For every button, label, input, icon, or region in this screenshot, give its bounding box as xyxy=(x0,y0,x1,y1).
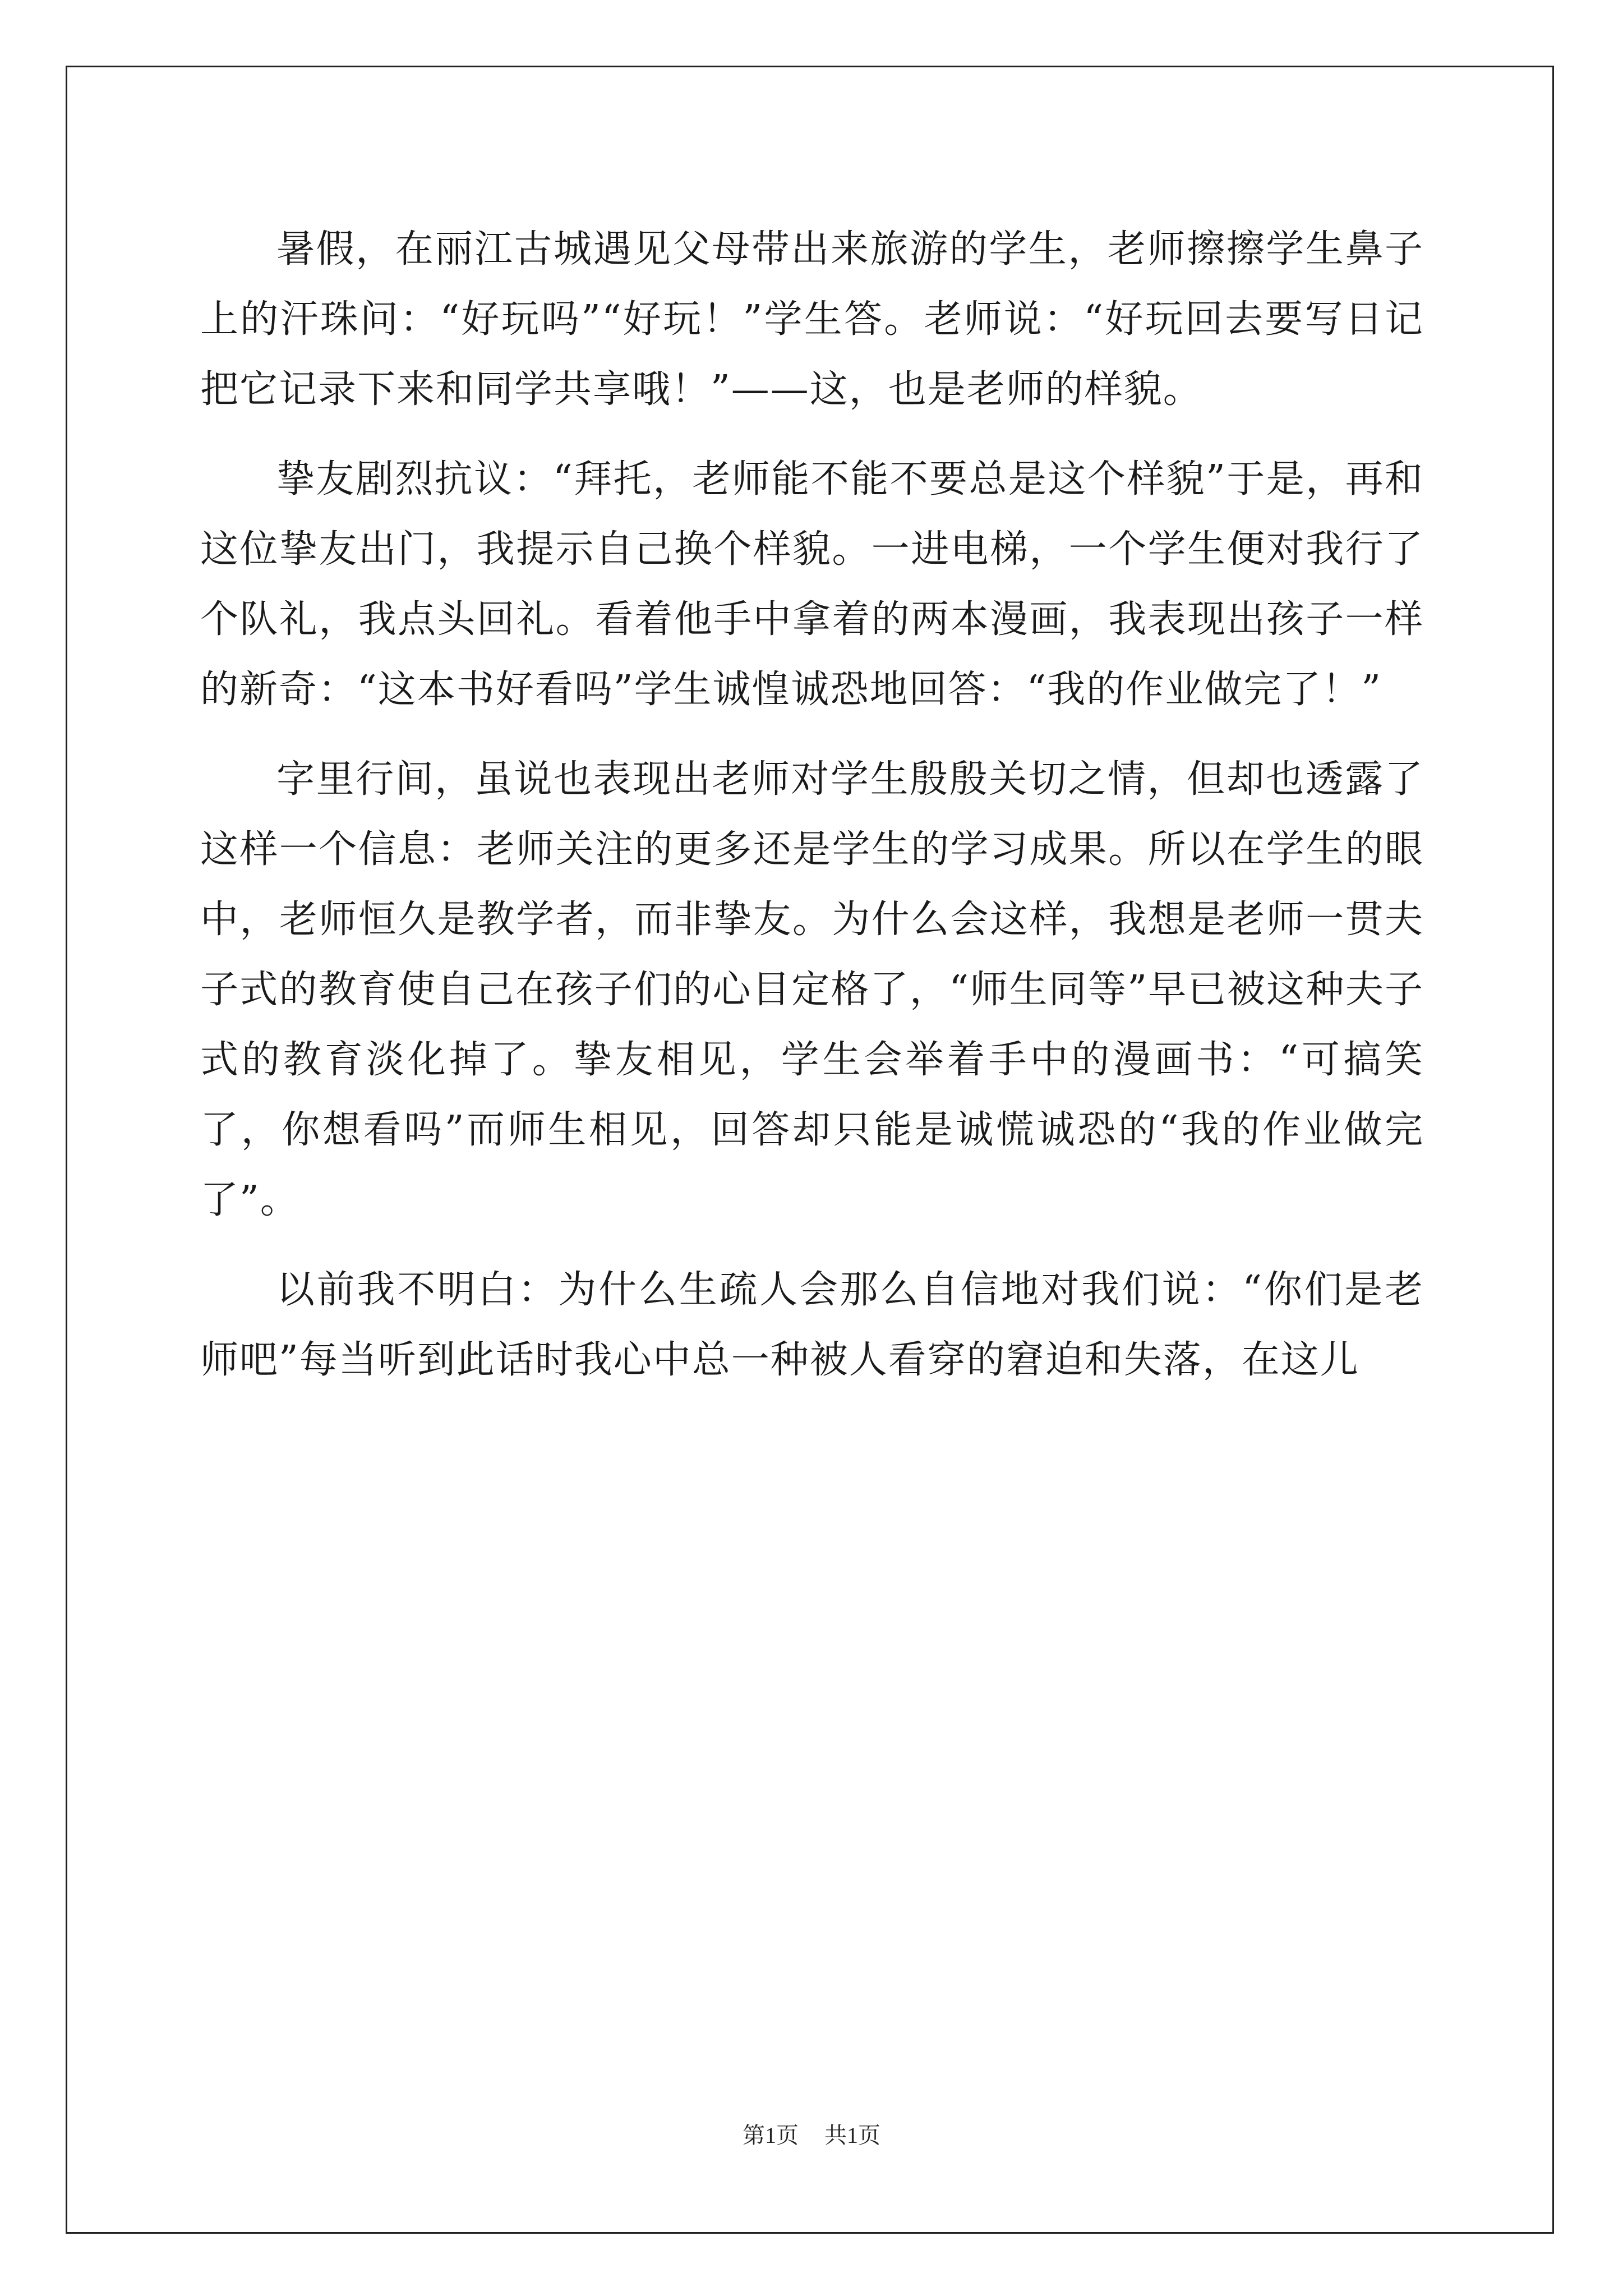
paragraph-4: 以前我不明白：为什么生疏人会那么自信地对我们说：“你们是老师吧”每当听到此话时我心中总一种被人看穿的窘迫和失落，在这儿 xyxy=(200,1268,1424,1382)
document-body xyxy=(200,214,1424,1415)
paragraph-1: 暑假，在丽江古城遇见父母带出来旅游的学生，老师擦擦学生鼻子上的汗珠问：“好玩吗”“好玩！”学生答。老师说：“好玩回去要写日记把它记录下来和同学共享哦！”——这，也是老师的样貌。 xyxy=(200,227,1424,412)
page-total: 共1页 xyxy=(824,2123,880,2148)
page-footer xyxy=(0,2118,1623,2150)
page-number: 第1页 xyxy=(743,2123,799,2148)
paragraph-3: 字里行间，虽说也表现出老师对学生殷殷关切之情，但却也透露了这样一个信息：老师关注的更多还是学生的学习成果。所以在学生的眼中，老师恒久是教学者，而非挚友。为什么会这样，我想是老师一贯夫子式的教育使自己在孩子们的心目定格了，“师生同等”早已被这种夫子式的教育淡化掉了。挚友相见，学生会举着手中的漫画书：“可搞笑了，你想看吗”而师生相见，回答却只能是诚慌诚恐的“我的作业做完了”。 xyxy=(200,757,1424,1222)
paragraph-2: 挚友剧烈抗议：“拜托，老师能不能不要总是这个样貌”于是，再和这位挚友出门，我提示自己换个样貌。一进电梯，一个学生便对我行了个队礼，我点头回礼。看着他手中拿着的两本漫画，我表现出孩子一样的新奇：“这本书好看吗”学生诚惶诚恐地回答：“我的作业做完了！” xyxy=(200,457,1424,712)
